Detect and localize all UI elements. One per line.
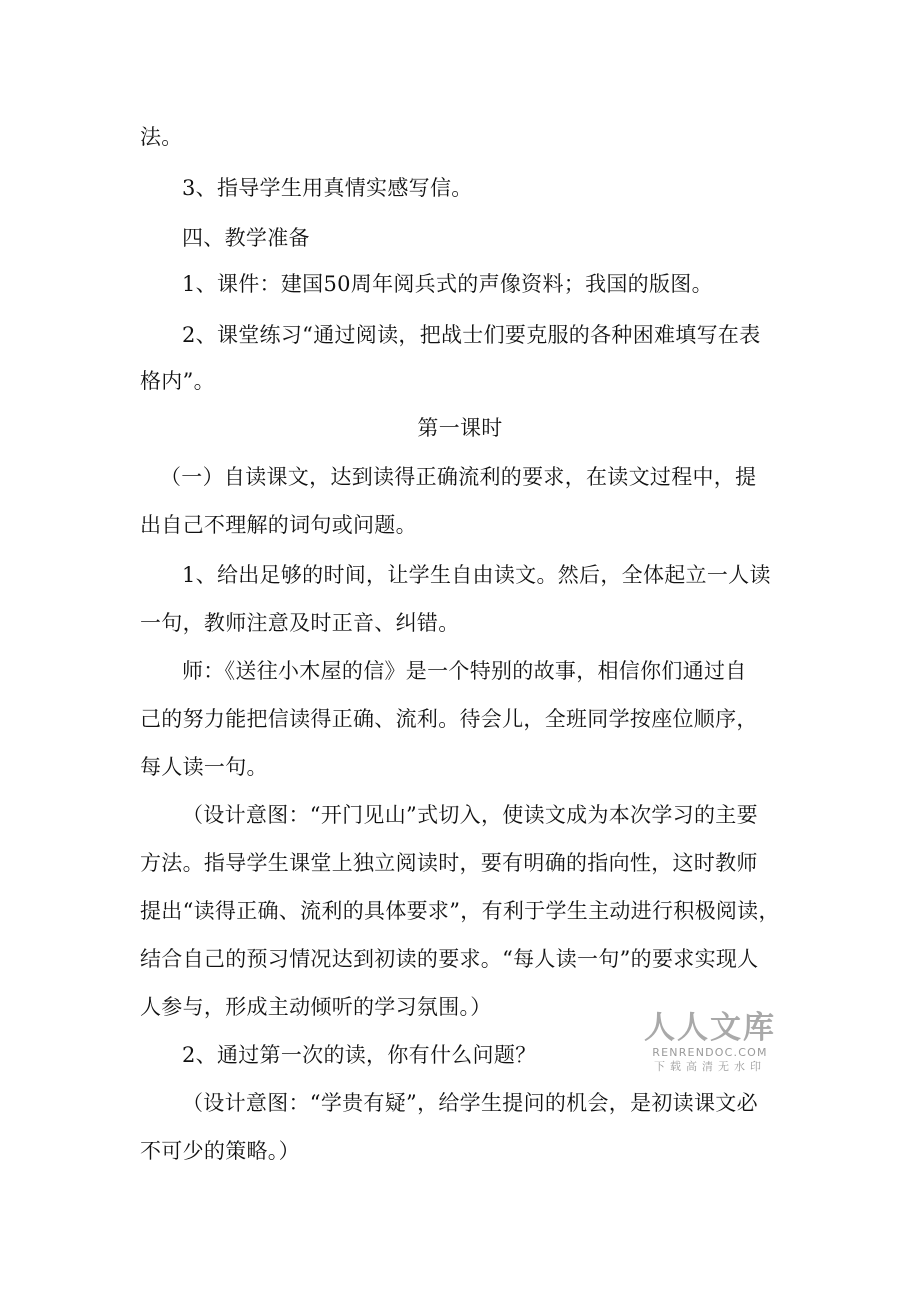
text-line: 2、课堂练习“通过阅读，把战士们要克服的各种困难填写在表	[182, 323, 761, 347]
text-line: 人参与，形成主动倾听的学习氛围。）	[140, 995, 492, 1019]
text-line: 师：《送往小木屋的信》是一个特别的故事，相信你们通过自	[182, 659, 747, 683]
text-line: 己的努力能把信读得正确、流利。待会儿，全班同学按座位顺序，	[140, 707, 758, 731]
text-line: 3、指导学生用真情实感写信。	[182, 176, 473, 200]
watermark-domain: RENRENDOC.COM	[652, 1046, 768, 1059]
text-line: 不可少的策略。）	[140, 1139, 300, 1163]
text-line: 法。	[140, 125, 183, 149]
watermark-slogan: 下载高清无水印	[654, 1060, 766, 1073]
watermark-title: 人人文库	[644, 1010, 776, 1046]
text-line: 出自己不理解的词句或问题。	[140, 513, 417, 537]
text-line: 方法。指导学生课堂上独立阅读时，要有明确的指向性，这时教师	[140, 851, 758, 875]
text-line: 结合自己的预习情况达到初读的要求。“每人读一句”的要求实现人	[140, 947, 759, 971]
text-line: （设计意图：“开门见山”式切入，使读文成为本次学习的主要	[182, 803, 758, 827]
lesson-title: 第一课时	[417, 416, 503, 440]
text-line: 一句，教师注意及时正音、纠错。	[140, 611, 460, 635]
section-heading: 四、教学准备	[182, 226, 310, 250]
text-line: 每人读一句。	[140, 755, 268, 779]
text-line: 格内”。	[140, 369, 215, 393]
text-line: 1、给出足够的时间，让学生自由读文。然后，全体起立一人读	[182, 563, 771, 587]
text-line: （设计意图：“学贵有疑”，给学生提问的机会，是初读课文必	[182, 1091, 758, 1115]
text-line: （一）自读课文，达到读得正确流利的要求，在读文过程中，提	[160, 465, 757, 489]
watermark	[640, 1010, 780, 1074]
text-line: 提出“读得正确、流利的具体要求”，有利于学生主动进行积极阅读，	[140, 899, 780, 923]
text-line: 2、通过第一次的读，你有什么问题？	[182, 1043, 537, 1067]
text-line: 1、课件：建国50周年阅兵式的声像资料；我国的版图。	[182, 272, 713, 296]
